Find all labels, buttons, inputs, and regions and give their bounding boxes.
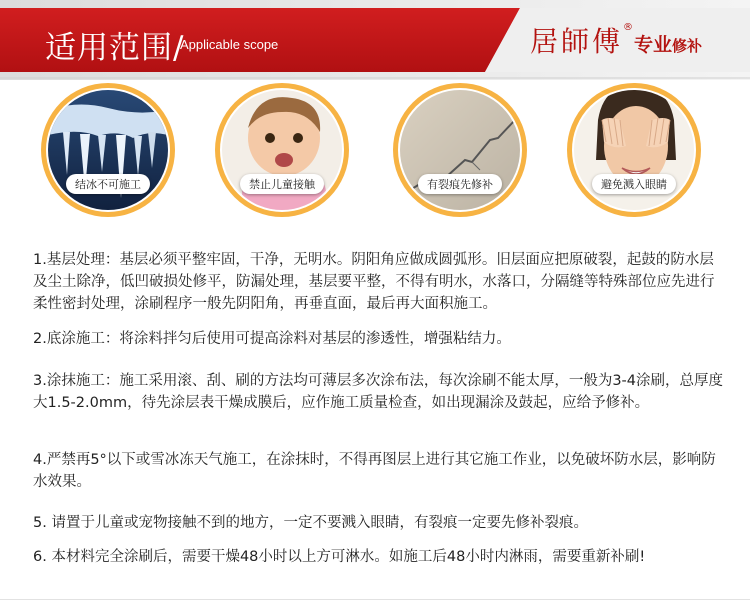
wall-crack-photo-icon (390, 80, 530, 220)
circle-label: 有裂痕先修补 (418, 174, 502, 194)
paragraph-substrate-prep: 1.基层处理：基层必须平整牢固，干净，无明水。阴阳角应做成圆弧形。旧层面应把原破裂，起鼓的防水层及尘土除净，低凹破损处修平，防漏处理，基层要平整，不得有明水，水落口，分隔缝等特殊部位应先进行柔性密封处理，涂刷程序一般先阴阳角，再垂直面，最后再大面积施工。 (33, 252, 715, 312)
circle-no-freezing (38, 80, 178, 220)
paragraph-application: 3.涂抹施工：施工采用滚、刮、刷的方法均可薄层多次涂布法，每次涂刷不能太厚，一般为3-4涂刷，总厚度大1.5-2.0mm，待先涂层表干燥成膜后，应作施工质量检查，如出现漏涂及鼓起，应给予修补。 (33, 373, 724, 411)
paragraph-drying: 6. 本材料完全涂刷后，需要干燥48小时以上方可淋水。如施工后48小时内淋雨，需要重新补刷! (33, 549, 646, 565)
circle-avoid-eyes (564, 80, 704, 220)
circle-label: 避免溅入眼睛 (592, 174, 676, 194)
circle-no-children (212, 80, 352, 220)
divider (0, 599, 750, 600)
covered-eyes-photo-icon (564, 80, 704, 220)
paragraph-weather-warning: 4.严禁再5°以下或雪冰冻天气施工，在涂抹时，不得再图层上进行其它施工作业，以免破坏防水层，影响防水效果。 (33, 452, 716, 490)
header-banner (0, 0, 750, 80)
section-title: 适用范围/ (45, 30, 185, 66)
icicle-photo-icon (38, 80, 178, 220)
circle-repair-cracks (390, 80, 530, 220)
circle-label: 禁止儿童接触 (240, 174, 324, 194)
child-photo-icon (212, 80, 352, 220)
section-subtitle: Applicable scope (180, 37, 279, 52)
paragraph-safety: 5. 请置于儿童或宠物接触不到的地方，一定不要溅入眼睛，有裂痕一定要先修补裂痕。 (33, 515, 588, 531)
brand-tagline-fix: 修补 (672, 37, 703, 55)
brand-logo (530, 20, 702, 60)
paragraph-primer: 2.底涂施工：将涂料拌匀后使用可提高涂料对基层的渗透性，增强粘结力。 (33, 331, 511, 347)
brand-tagline-pro: 专业 (634, 34, 673, 56)
circle-label: 结冰不可施工 (66, 174, 150, 194)
warning-icons-row (0, 80, 750, 230)
brand-name: 居師傅 (530, 25, 624, 58)
registered-mark: ® (623, 22, 634, 33)
